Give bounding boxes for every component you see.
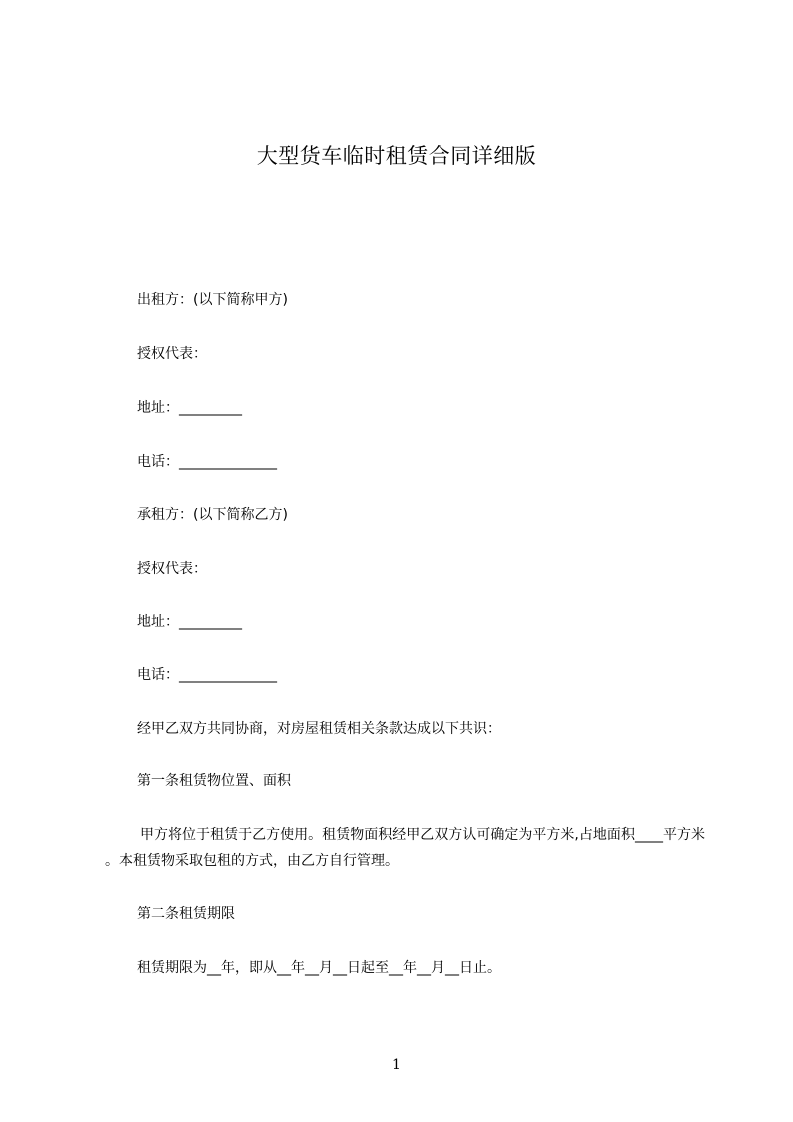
lessor-address-line: 地址：_________ <box>137 400 242 416</box>
lessor-phone-line: 电话：______________ <box>137 454 277 470</box>
article1-heading: 第一条租赁物位置、面积 <box>137 773 291 789</box>
document-title: 大型货车临时租赁合同详细版 <box>256 144 537 168</box>
page-number: 1 <box>392 1057 401 1073</box>
lessee-representative-line: 授权代表： <box>137 561 207 577</box>
article1-body: 甲方将位于租赁于乙方使用。租赁物面积经甲乙双方认可确定为平方米,占地面积____平方米 。本租赁物采取包租的方式，由乙方自行管理。 <box>105 827 705 869</box>
lessee-address-line: 地址：_________ <box>137 614 242 630</box>
article2-body: 租赁期限为__年，即从__年__月__日起至__年__月__日止。 <box>137 960 501 976</box>
lessee-phone-line: 电话：______________ <box>137 667 277 683</box>
article2-heading: 第二条租赁期限 <box>137 906 235 922</box>
agreement-intro: 经甲乙双方共同协商，对房屋租赁相关条款达成以下共识： <box>137 721 501 737</box>
lessor-representative-line: 授权代表： <box>137 346 207 362</box>
lessee-line: 承租方：(以下简称乙方) <box>137 507 288 523</box>
lessor-line: 出租方：(以下简称甲方) <box>137 292 288 308</box>
